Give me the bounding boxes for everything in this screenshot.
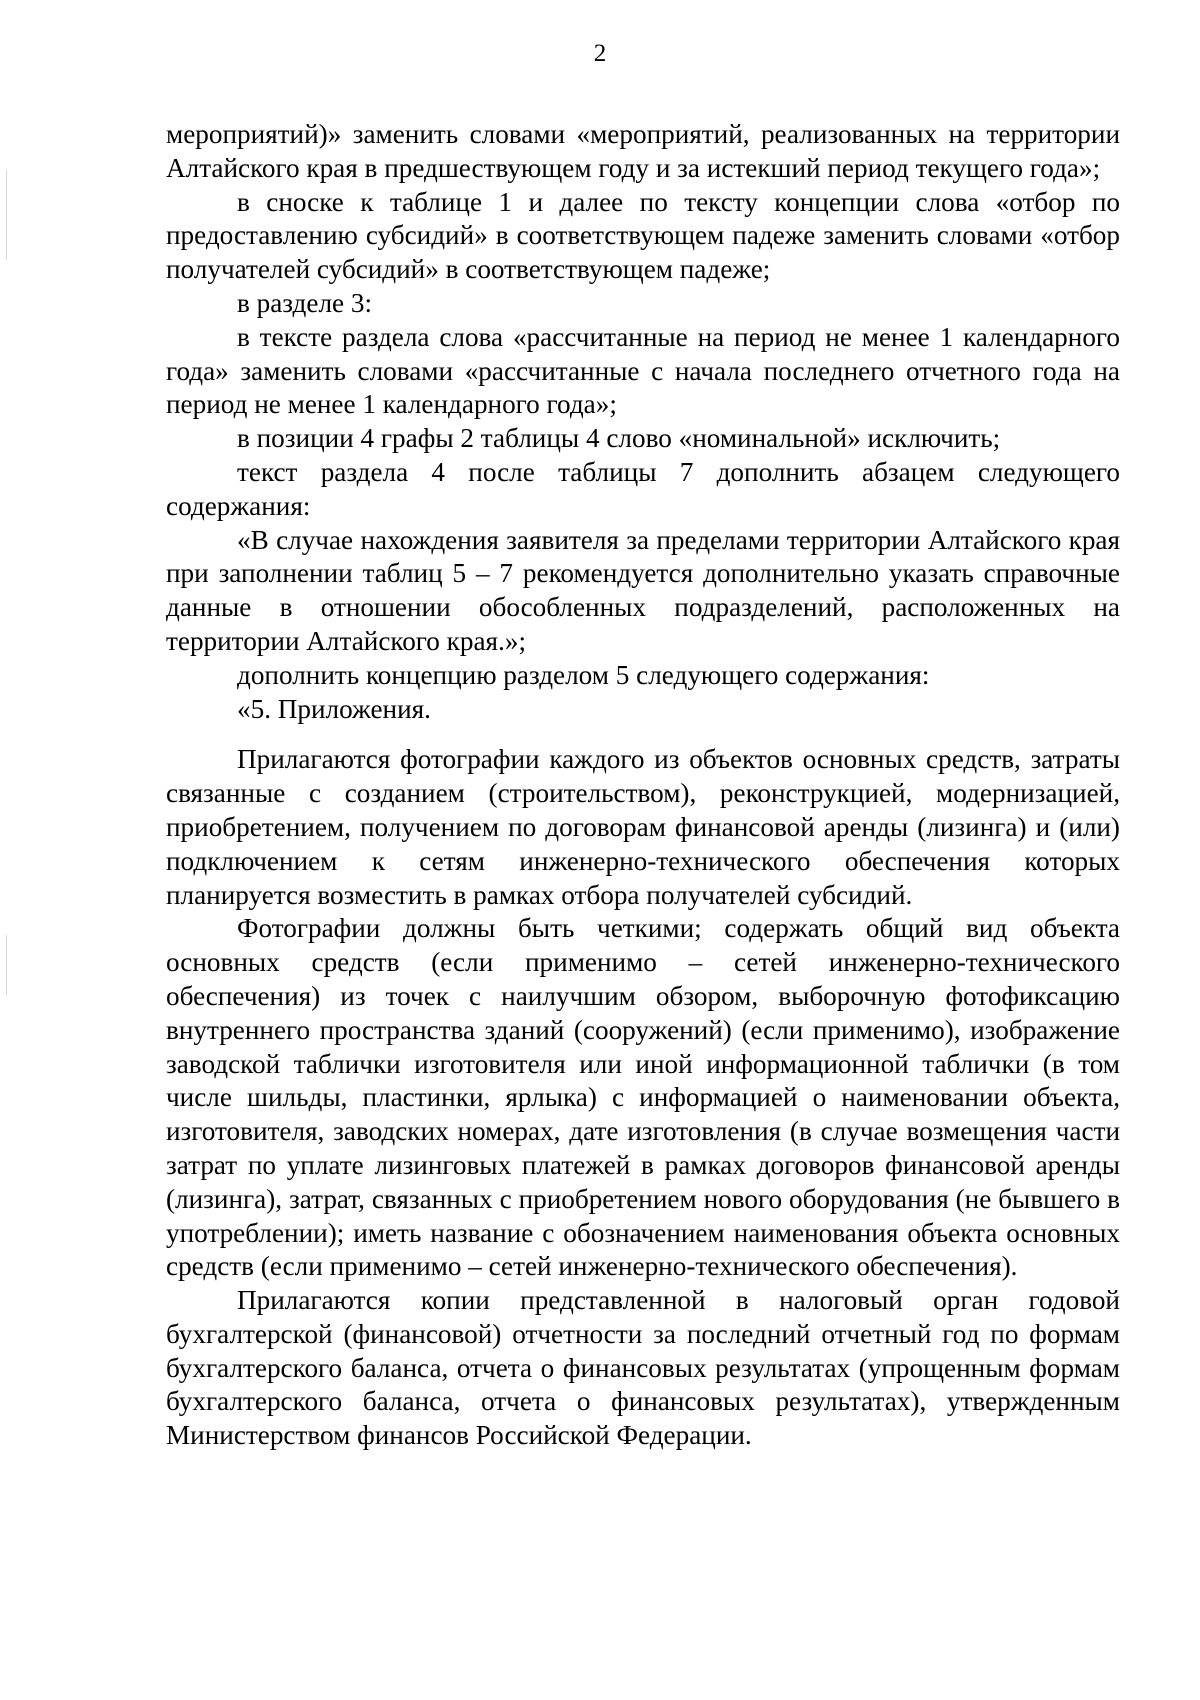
paragraph: мероприятий)» заменить словами «мероприятий, реализованных на территории Алтайского края в предшествующем году и за истекший период текущего года»; xyxy=(166,119,1120,183)
paragraph: «В случае нахождения заявителя за пределами территории Алтайского края при заполнении таблиц 5 – 7 рекомендуется дополнительно указать справочные данные в отношении обособленных подразделений, расположенных на территории Алтайского края.»; xyxy=(166,524,1120,656)
scan-edge-mark xyxy=(6,170,7,260)
paragraph: Прилагаются фотографии каждого из объектов основных средств, затраты связанные с созданием (строительством), реконструкцией, модернизацией, приобретением, получением по договорам финансовой аренды (лизинга) и (или) подключением к сетям инженерно-технического обеспечения которых планируется возместить в рамках отбора получателей субсидий. xyxy=(166,744,1120,910)
paragraph: в разделе 3: xyxy=(237,287,373,318)
section-heading: «5. Приложения. xyxy=(237,693,431,724)
page-number: 2 xyxy=(593,40,607,67)
paragraph: дополнить концепцию разделом 5 следующего содержания: xyxy=(237,659,930,690)
paragraph: в позиции 4 графы 2 таблицы 4 слово «номинальной» исключить; xyxy=(237,423,1001,454)
document-body xyxy=(166,118,1120,1453)
paragraph: Фотографии должны быть четкими; содержать общий вид объекта основных средств (если применимо – сетей инженерно-технического обеспечения) из точек с наилучшим обзором, выборочную фотофиксацию внутреннего пространства зданий (сооружений) (если применимо), изображение заводской таблички изготовителя или иной информационной таблички (в том числе шильды, пластинки, ярлыка) с информацией о наименовании объекта, изготовителя, заводских номерах, дате изготовления (в случае возмещения части затрат по уплате лизинговых платежей в рамках договоров финансовой аренды (лизинга), затрат, связанных с приобретением нового оборудования (не бывшего в употреблении); иметь название с обозначением наименования объекта основных средств (если применимо – сетей инженерно-технического обеспечения). xyxy=(166,913,1120,1282)
paragraph: Прилагаются копии представленной в налоговый орган годовой бухгалтерской (финансовой) отчетности за последний отчетный год по формам бухгалтерского баланса, отчета о финансовых результатах (упрощенным формам бухгалтерского баланса, отчета о финансовых результатах), утвержденным Министерством финансов Российской Федерации. xyxy=(166,1285,1120,1451)
paragraph: в сноске к таблице 1 и далее по тексту концепции слова «отбор по предоставлению субсидий» в соответствующем падеже заменить словами «отбор получателей субсидий» в соответствующем падеже; xyxy=(166,186,1120,285)
paragraph: текст раздела 4 после таблицы 7 дополнить абзацем следующего содержания: xyxy=(166,456,1120,521)
scan-edge-mark xyxy=(6,935,7,995)
paragraph: в тексте раздела слова «рассчитанные на период не менее 1 календарного года» заменить словами «рассчитанные с начала последнего отчетного года на период не менее 1 календарного года»; xyxy=(166,321,1120,420)
